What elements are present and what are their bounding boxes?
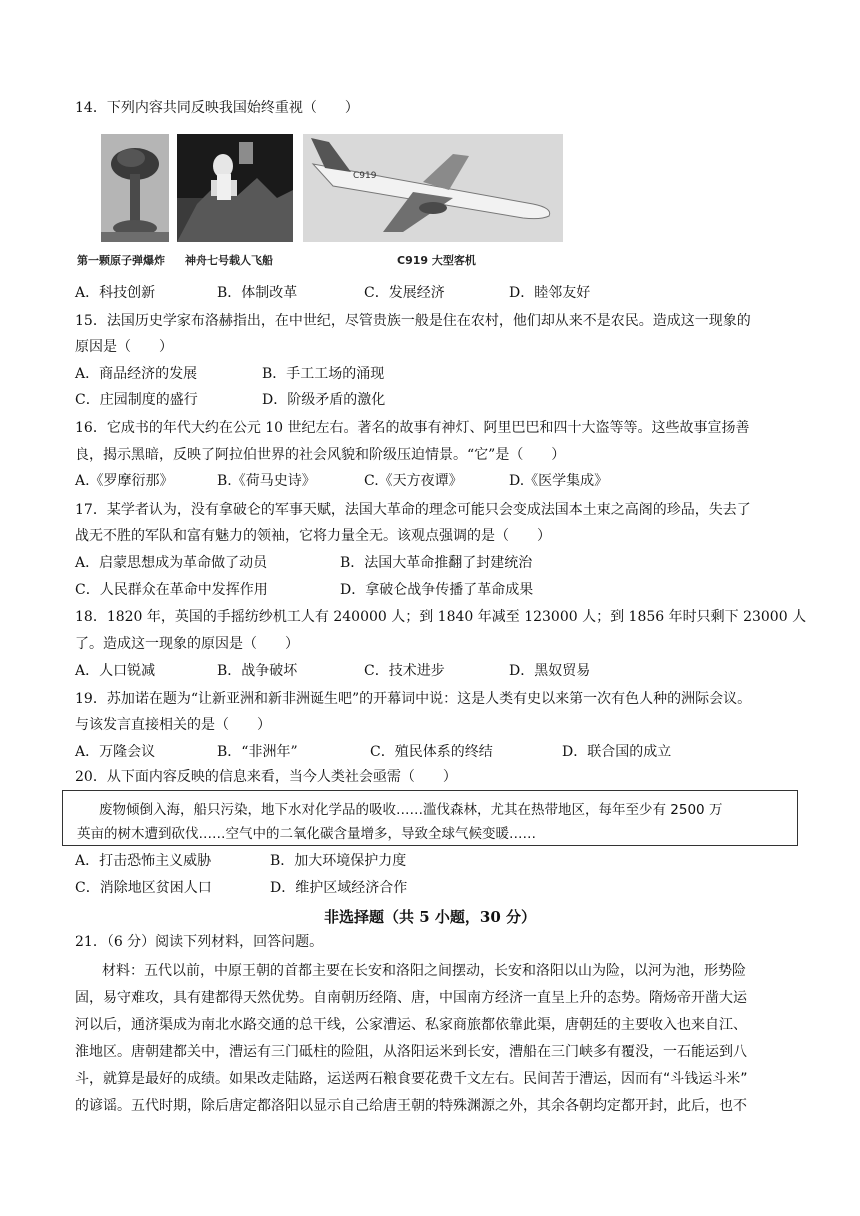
svg-text:C919: C919 (353, 171, 377, 181)
q21-material-line: 材料：五代以前，中原王朝的首都主要在长安和洛阳之间摆动，长安和洛阳以山为险，以河为池，形势险 (102, 963, 746, 979)
q18-option-c[interactable]: C．技术进步 (364, 663, 445, 679)
q21-material-line: 斗，就算是最好的成绩。如果改走陆路，运送两石粮食要花费千文左右。民间苦于漕运，因而有“斗钱运斗米” (75, 1071, 748, 1087)
q19-option-c[interactable]: C．殖民体系的终结 (370, 744, 493, 760)
q16-option-c[interactable]: C.《天方夜谭》 (364, 473, 463, 489)
q18-stem-line1: 18．1820 年，英国的手摇纺纱机工人有 240000 人；到 1840 年减至 123000 人；到 1856 年时只剩下 23000 人 (75, 609, 807, 625)
q20-material-box (62, 790, 798, 846)
q19-option-a[interactable]: A．万隆会议 (75, 744, 156, 760)
q15-option-d[interactable]: D．阶级矛盾的激化 (262, 392, 386, 408)
q14-stem: 14．下列内容共同反映我国始终重视（ ） (75, 100, 359, 116)
q17-stem-line1: 17．某学者认为，没有拿破仑的军事天赋，法国大革命的理念可能只会变成法国本土束之高阁的珍品，失去了 (75, 502, 751, 518)
q20-option-d[interactable]: D．维护区域经济合作 (270, 880, 408, 896)
q16-option-b[interactable]: B.《荷马史诗》 (217, 473, 316, 489)
q17-stem-line2: 战无不胜的军队和富有魅力的领袖，它将力量全无。该观点强调的是（ ） (75, 528, 551, 544)
q21-material-line: 淮地区。唐朝建都关中，漕运有三门砥柱的险阻，从洛阳运米到长安，漕船在三门峡多有覆没，一石能运到八 (75, 1044, 747, 1060)
q20-option-b[interactable]: B．加大环境保护力度 (270, 853, 407, 869)
q21-stem: 21．（6 分）阅读下列材料，回答问题。 (75, 934, 324, 950)
q21-material-line: 河以后，通济渠成为南北水路交通的总干线，公家漕运、私家商旅都依靠此渠，唐朝廷的主要收入也来自江、 (75, 1017, 747, 1033)
c919-photo (303, 134, 563, 242)
q15-stem-line1: 15．法国历史学家布洛赫指出，在中世纪，尽管贵族一般是住在农村，他们却从来不是农民。造成这一现象的 (75, 313, 751, 329)
q19-stem-line1: 19．苏加诺在题为“让新亚洲和新非洲诞生吧”的开幕词中说：这是人类有史以来第一次有色人种的洲际会议。 (75, 691, 752, 707)
q19-option-b[interactable]: B．“非洲年” (217, 744, 298, 760)
q20-stem: 20．从下面内容反映的信息来看，当今人类社会亟需（ ） (75, 769, 457, 785)
q20-option-a[interactable]: A．打击恐怖主义威胁 (75, 853, 212, 869)
q15-stem-line2: 原因是（ ） (75, 339, 173, 355)
q16-stem-line2: 良，揭示黑暗，反映了阿拉伯世界的社会风貌和阶级压迫情景。“它”是（ ） (75, 447, 566, 463)
q15-option-c[interactable]: C．庄园制度的盛行 (75, 392, 198, 408)
q20-option-c[interactable]: C．消除地区贫困人口 (75, 880, 212, 896)
q18-option-d[interactable]: D．黑奴贸易 (509, 663, 591, 679)
q18-option-a[interactable]: A．人口锐减 (75, 663, 156, 679)
q19-option-d[interactable]: D．联合国的成立 (562, 744, 672, 760)
caption-atomic-bomb: 第一颗原子弹爆炸 (77, 254, 165, 267)
q21-material-line: 的谚谣。五代时期，除后唐定都洛阳以显示自己给唐王朝的特殊渊源之外，其余各朝均定都开封，此后，也不 (75, 1098, 747, 1114)
q20-material-line1: 废物倾倒入海，船只污染，地下水对化学品的吸收……滥伐森林，尤其在热带地区，每年至少有 2500 万 (99, 802, 723, 818)
shenzhou-photo (177, 134, 293, 242)
q17-option-c[interactable]: C．人民群众在革命中发挥作用 (75, 582, 268, 598)
q17-option-b[interactable]: B．法国大革命推翻了封建统治 (340, 555, 533, 571)
q18-stem-line2: 了。造成这一现象的原因是（ ） (75, 636, 299, 652)
atomic-bomb-photo (101, 134, 169, 242)
q19-stem-line2: 与该发言直接相关的是（ ） (75, 717, 271, 733)
q15-option-b[interactable]: B．手工工场的涌现 (262, 366, 385, 382)
q20-material-line2: 英亩的树木遭到砍伐……空气中的二氧化碳含量增多，导致全球气候变暖…… (77, 826, 536, 842)
q16-option-d[interactable]: D.《医学集成》 (509, 473, 609, 489)
q17-option-a[interactable]: A．启蒙思想成为革命做了动员 (75, 555, 268, 571)
caption-c919: C919 大型客机 (397, 254, 476, 267)
q15-option-a[interactable]: A．商品经济的发展 (75, 366, 198, 382)
q16-stem-line1: 16．它成书的年代大约在公元 10 世纪左右。著名的故事有神灯、阿里巴巴和四十大盗等等。这些故事宣扬善 (75, 420, 750, 436)
q16-option-a[interactable]: A.《罗摩衍那》 (75, 473, 174, 489)
q21-material-line: 固，易守难攻，具有建都得天然优势。自南朝历经隋、唐，中国南方经济一直呈上升的态势。隋炀帝开凿大运 (75, 990, 747, 1006)
section-title: 非选择题（共 5 小题，30 分） (324, 908, 536, 926)
q18-option-b[interactable]: B．战争破坏 (217, 663, 298, 679)
q14-image-strip (75, 130, 567, 272)
q17-option-d[interactable]: D．拿破仑战争传播了革命成果 (340, 582, 534, 598)
q14-option-d[interactable]: D．睦邻友好 (509, 285, 591, 301)
caption-shenzhou: 神舟七号载人飞船 (185, 254, 273, 267)
q14-option-b[interactable]: B．体制改革 (217, 285, 298, 301)
q14-option-a[interactable]: A．科技创新 (75, 285, 156, 301)
q14-option-c[interactable]: C．发展经济 (364, 285, 445, 301)
